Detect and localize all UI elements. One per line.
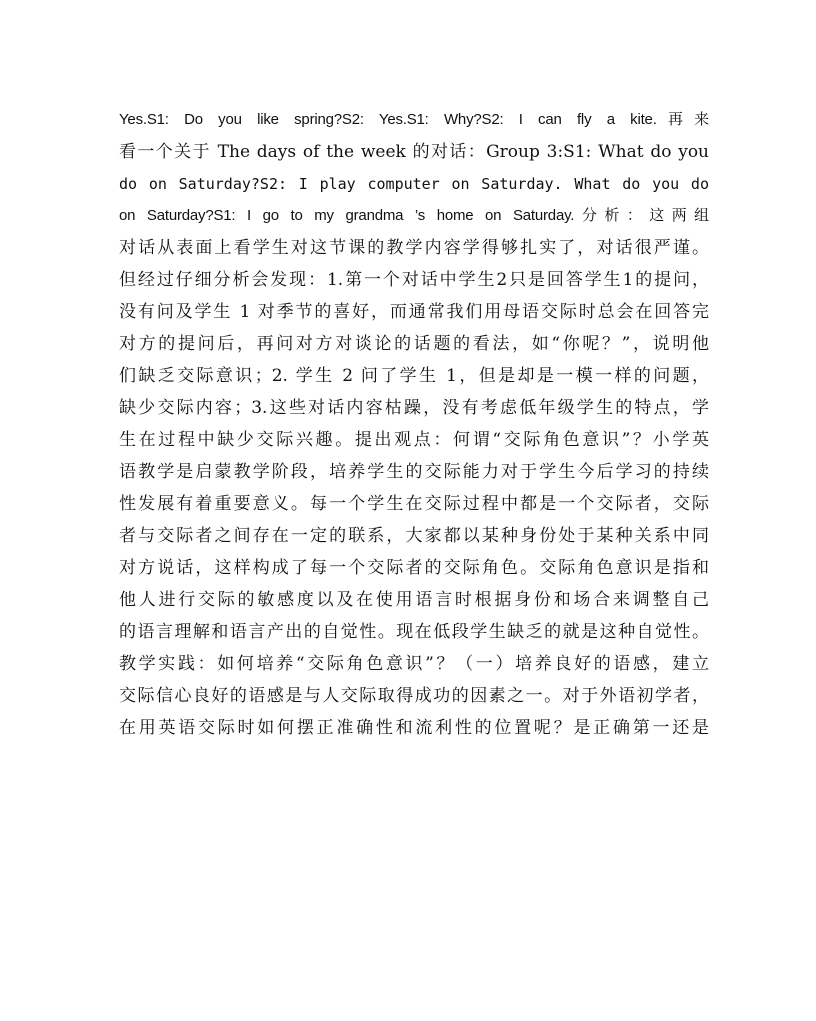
text-line: 性发展有着重要意义。每一个学生在交际过程中都是一个交际者，交际 xyxy=(119,494,709,514)
text-line: 看一个关于 The days of the week 的对话：Group 3:S1: What do you xyxy=(119,142,709,162)
text-line: 他人进行交际的敏感度以及在使用语言时根据身份和场合来调整自己 xyxy=(119,590,709,610)
text-line: on Saturday?S1: I go to my grandma ’s home on Saturday.分析：这两组 xyxy=(119,207,709,224)
text-line: do on Saturday?S2: I play computer on Saturday. What do you do xyxy=(119,175,709,193)
text-line: 对方说话，这样构成了每一个交际者的交际角色。交际角色意识是指和 xyxy=(119,558,709,578)
text-line: 们缺乏交际意识；2. 学生 2 问了学生 1，但是却是一模一样的问题， xyxy=(119,366,709,386)
text-line: Yes.S1: Do you like spring?S2: Yes.S1: Why?S2: I can fly a kite.再来 xyxy=(119,111,709,128)
text-line: 教学实践：如何培养“交际角色意识”？（一）培养良好的语感，建立 xyxy=(119,654,709,674)
text-line: 语教学是启蒙教学阶段，培养学生的交际能力对于学生今后学习的持续 xyxy=(119,462,709,482)
text-line: 在用英语交际时如何摆正准确性和流利性的位置呢？是正确第一还是 xyxy=(119,718,709,738)
text-line: 对方的提问后，再问对方对谈论的话题的看法，如“你呢？”，说明他 xyxy=(119,334,709,354)
text-line: 缺少交际内容；3.这些对话内容枯躁，没有考虑低年级学生的特点，学 xyxy=(119,398,709,418)
text-line: 没有问及学生 1 对季节的喜好，而通常我们用母语交际时总会在回答完 xyxy=(119,302,709,322)
text-line: 生在过程中缺少交际兴趣。提出观点：何谓“交际角色意识”？小学英 xyxy=(119,430,709,450)
body-text xyxy=(119,104,709,744)
text-line: 者与交际者之间存在一定的联系，大家都以某种身份处于某种关系中同 xyxy=(119,526,709,546)
text-line: 但经过仔细分析会发现：1.第一个对话中学生2只是回答学生1的提问， xyxy=(119,270,709,290)
text-line: 交际信心良好的语感是与人交际取得成功的因素之一。对于外语初学者， xyxy=(119,686,709,706)
text-line: 的语言理解和语言产出的自觉性。现在低段学生缺乏的就是这种自觉性。 xyxy=(119,622,709,642)
text-line: 对话从表面上看学生对这节课的教学内容学得够扎实了，对话很严谨。 xyxy=(119,238,709,258)
